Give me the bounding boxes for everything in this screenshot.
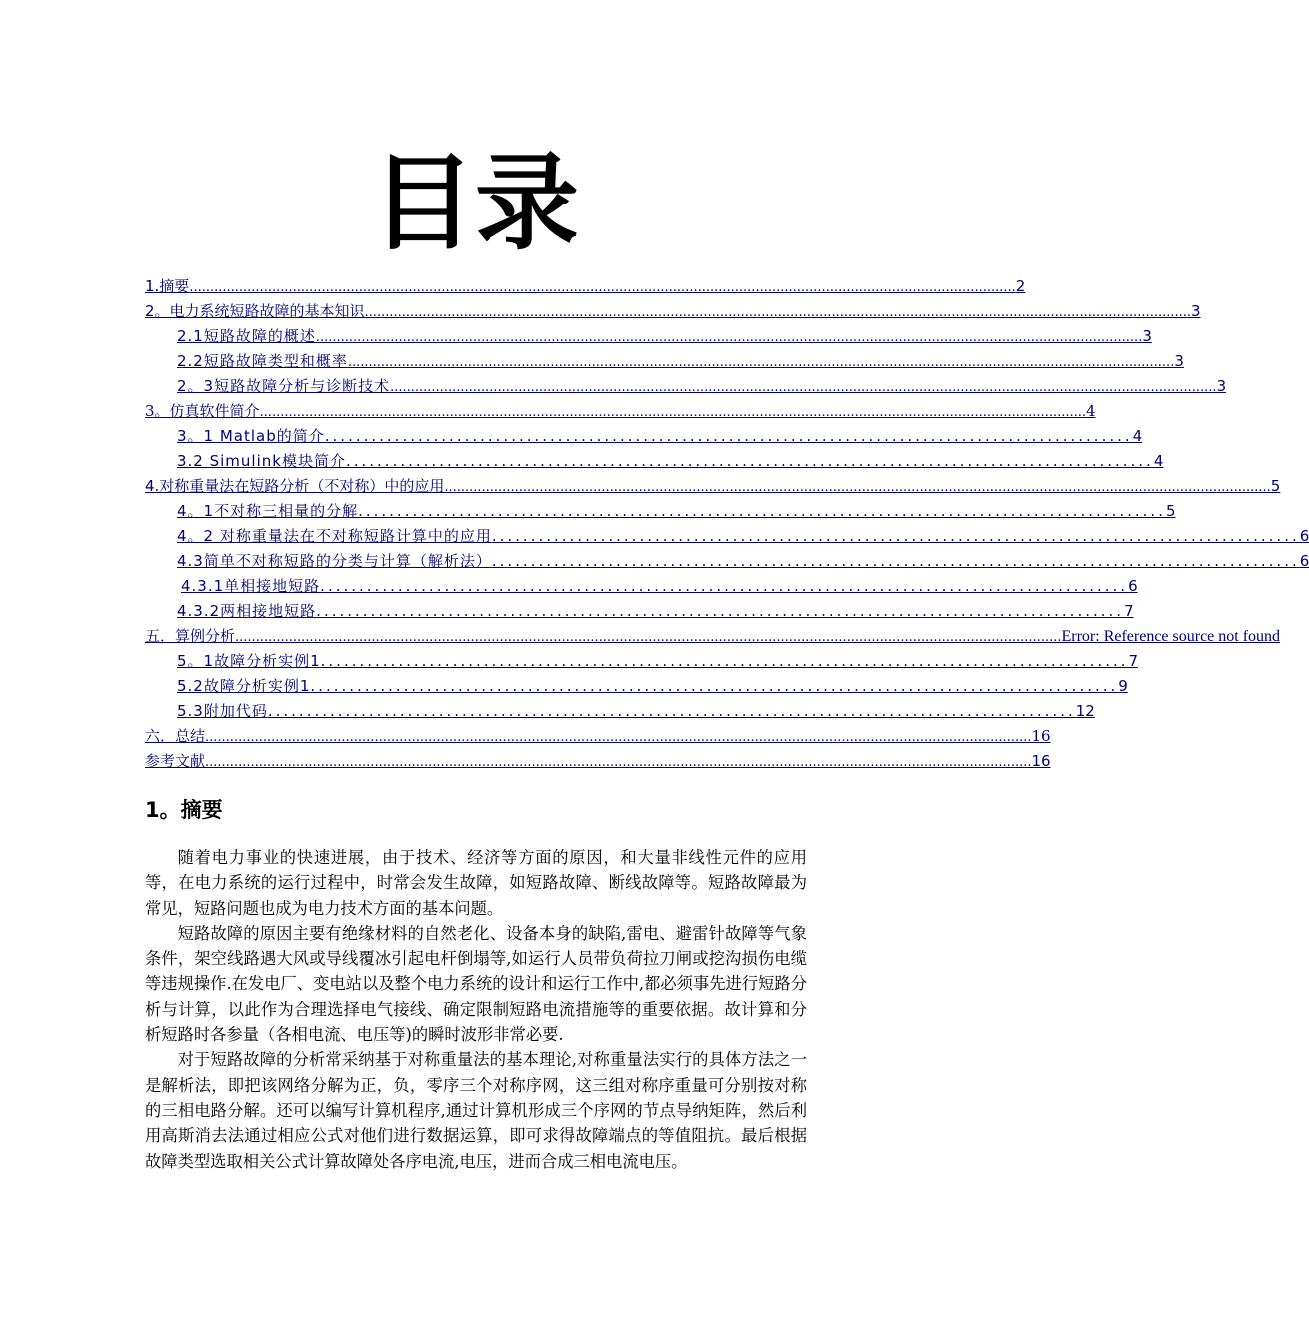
- toc-entry-page: 16: [1031, 752, 1051, 770]
- toc-entry-label: 3。仿真软件简介: [145, 402, 260, 420]
- toc-entry-page: 6: [1299, 527, 1309, 545]
- toc-entry-page: 3: [1142, 327, 1152, 345]
- toc-entry-classification[interactable]: [145, 549, 1309, 574]
- toc-entry-page: Error: Reference source not found: [1061, 628, 1281, 645]
- toc-entry-overview[interactable]: [145, 324, 1152, 349]
- toc-leader: ........................................................................................................................................................................................................: [259, 405, 1087, 420]
- toc-leader: ........................................................................................................................................................................................................: [347, 355, 1175, 370]
- toc-leader: ........................................................................................................: [320, 577, 1129, 595]
- toc-entry-page: 5: [1165, 502, 1176, 520]
- toc-entry-summary[interactable]: [145, 724, 1051, 749]
- toc-entry-page: 2: [1015, 277, 1026, 295]
- toc-entry-references[interactable]: [145, 749, 1051, 774]
- toc-leader: ........................................................................................................................................................................................................: [189, 280, 1016, 295]
- toc-entry-label: 4.3.1单相接地短路: [181, 577, 321, 595]
- toc-entry-symmetric-components[interactable]: [145, 474, 1281, 499]
- paragraph: 短路故障的原因主要有绝缘材料的自然老化、设备本身的缺陷,雷电、避雷针故障等气象条件，架空线路遇大风或导线覆冰引起电杆倒塌等,如运行人员带负荷拉刀闸或挖沟损伤电缆等违规操作.在发电厂、变电站以及整个电力系统的设计和运行工作中,都必须事先进行短路分析与计算，以此作为合理选择电气接线、确定限制短路电流措施等的重要依据。故计算和分析短路时各参量（各相电流、电压等)的瞬时波形非常必要.: [145, 923, 807, 1045]
- toc-entry-single-phase[interactable]: [145, 574, 1138, 599]
- toc-entry-label: 2.2短路故障类型和概率: [177, 352, 348, 370]
- toc-leader: ........................................................................................................................................................................................................: [205, 755, 1032, 770]
- toc-leader: ........................................................................................................: [267, 702, 1076, 720]
- toc-entry-code[interactable]: [145, 699, 1095, 724]
- toc-entry-label: 5.3附加代码: [177, 702, 268, 720]
- toc-entry-diagnosis[interactable]: [145, 374, 1227, 399]
- toc-leader: ........................................................................................................: [345, 452, 1154, 470]
- toc-entry-label: 4.对称重量法在短路分析（不对称）中的应用: [145, 477, 445, 495]
- toc-entry-page: 6: [1299, 552, 1309, 570]
- toc-entry-label: 4。2 对称重量法在不对称短路计算中的应用: [177, 527, 492, 545]
- toc-leader: ........................................................................................................................................................................................................: [390, 380, 1217, 395]
- table-of-contents: [145, 274, 1309, 774]
- toc-entry-page: 4: [1153, 452, 1164, 470]
- toc-entry-label: 5.2故障分析实例1: [177, 677, 311, 695]
- toc-title: 目录: [370, 142, 579, 264]
- toc-entry-page: 12: [1075, 702, 1095, 720]
- paragraph: 随着电力事业的快速进展，由于技术、经济等方面的原因，和大量非线性元件的应用等，在电力系统的运行过程中，时常会发生故障，如短路故障、断线故障等。短路故障最为常见，短路问题也成为电力技术方面的基本问题。: [145, 848, 807, 918]
- toc-entry-label: 1.摘要: [145, 277, 190, 295]
- toc-leader: ........................................................................................................: [310, 677, 1119, 695]
- paragraph: 对于短路故障的分析常采纳基于对称重量法的基本理论,对称重量法实行的具体方法之一是解析法，即把该网络分解为正，负，零序三个对称序网，这三组对称序重量可分别按对称的三相电路分解。还可以编写计算机程序,通过计算机形成三个序网的节点导纳矩阵，然后利用高斯消去法通过相应公式对他们进行数据运算，即可求得故障端点的等值阻抗。最后根据故障类型选取相关公式计算故障处各序电流,电压，进而合成三相电流电压。: [145, 1050, 807, 1171]
- toc-entry-types[interactable]: [145, 349, 1184, 374]
- toc-leader: ........................................................................................................: [358, 502, 1166, 520]
- toc-entry-examples[interactable]: [145, 624, 1281, 649]
- toc-entry-example-1[interactable]: [145, 649, 1139, 674]
- toc-entry-matlab[interactable]: [145, 424, 1143, 449]
- toc-entry-two-phase[interactable]: [145, 599, 1134, 624]
- toc-entry-simulink[interactable]: [145, 449, 1164, 474]
- toc-entry-decomposition[interactable]: [145, 499, 1176, 524]
- section-heading: 1。摘要: [145, 798, 223, 822]
- toc-entry-software[interactable]: [145, 399, 1096, 424]
- toc-entry-page: 3: [1191, 302, 1201, 320]
- toc-leader: ........................................................................................................: [491, 527, 1300, 545]
- toc-entry-label: 六．总结: [145, 727, 206, 745]
- toc-entry-label: 3.2 Simulink模块简介: [177, 452, 346, 470]
- toc-entry-abstract[interactable]: [145, 274, 1026, 299]
- toc-entry-page: 16: [1031, 727, 1051, 745]
- toc-entry-page: 9: [1118, 677, 1128, 695]
- toc-entry-page: 3: [1174, 352, 1184, 370]
- toc-entry-page: 4: [1132, 427, 1143, 445]
- toc-leader: ........................................................................................................................................................................................................: [235, 630, 1062, 645]
- toc-leader: ........................................................................................................: [320, 652, 1129, 670]
- toc-entry-label: 4。1不对称三相量的分解: [177, 502, 359, 520]
- toc-entry-label: 2。3短路故障分析与诊断技术: [177, 377, 391, 395]
- toc-entry-label: 2.1短路故障的概述: [177, 327, 316, 345]
- toc-entry-label: 五．算例分析: [145, 627, 236, 645]
- toc-entry-label: 4.3.2两相接地短路: [177, 602, 317, 620]
- toc-leader: ........................................................................................................................................................................................................: [315, 330, 1143, 345]
- section-body: [145, 845, 807, 1174]
- toc-leader: ........................................................................................................: [491, 552, 1300, 570]
- toc-entry-page: 5: [1270, 477, 1281, 495]
- toc-entry-page: 6: [1128, 577, 1138, 595]
- toc-leader: ........................................................................................................................................................................................................: [364, 305, 1192, 320]
- toc-leader: ........................................................................................................................................................................................................: [444, 480, 1271, 495]
- toc-entry-example-2[interactable]: [145, 674, 1128, 699]
- toc-entry-label: 5。1故障分析实例1: [177, 652, 321, 670]
- toc-entry-page: 4: [1086, 402, 1096, 420]
- toc-entry-page: 3: [1216, 377, 1227, 395]
- toc-leader: ........................................................................................................: [316, 602, 1125, 620]
- toc-entry-basics[interactable]: [145, 299, 1201, 324]
- toc-entry-label: 4.3简单不对称短路的分类与计算（解析法）: [177, 552, 492, 570]
- toc-leader: ........................................................................................................................................................................................................: [205, 730, 1032, 745]
- toc-entry-label: 参考文献: [145, 752, 206, 770]
- toc-entry-page: 7: [1128, 652, 1139, 670]
- toc-entry-label: 3。1 Matlab的简介: [177, 427, 325, 445]
- toc-leader: ........................................................................................................: [324, 427, 1133, 445]
- toc-entry-page: 7: [1124, 602, 1134, 620]
- toc-entry-application[interactable]: [145, 524, 1309, 549]
- toc-entry-label: 2。电力系统短路故障的基本知识: [145, 302, 365, 320]
